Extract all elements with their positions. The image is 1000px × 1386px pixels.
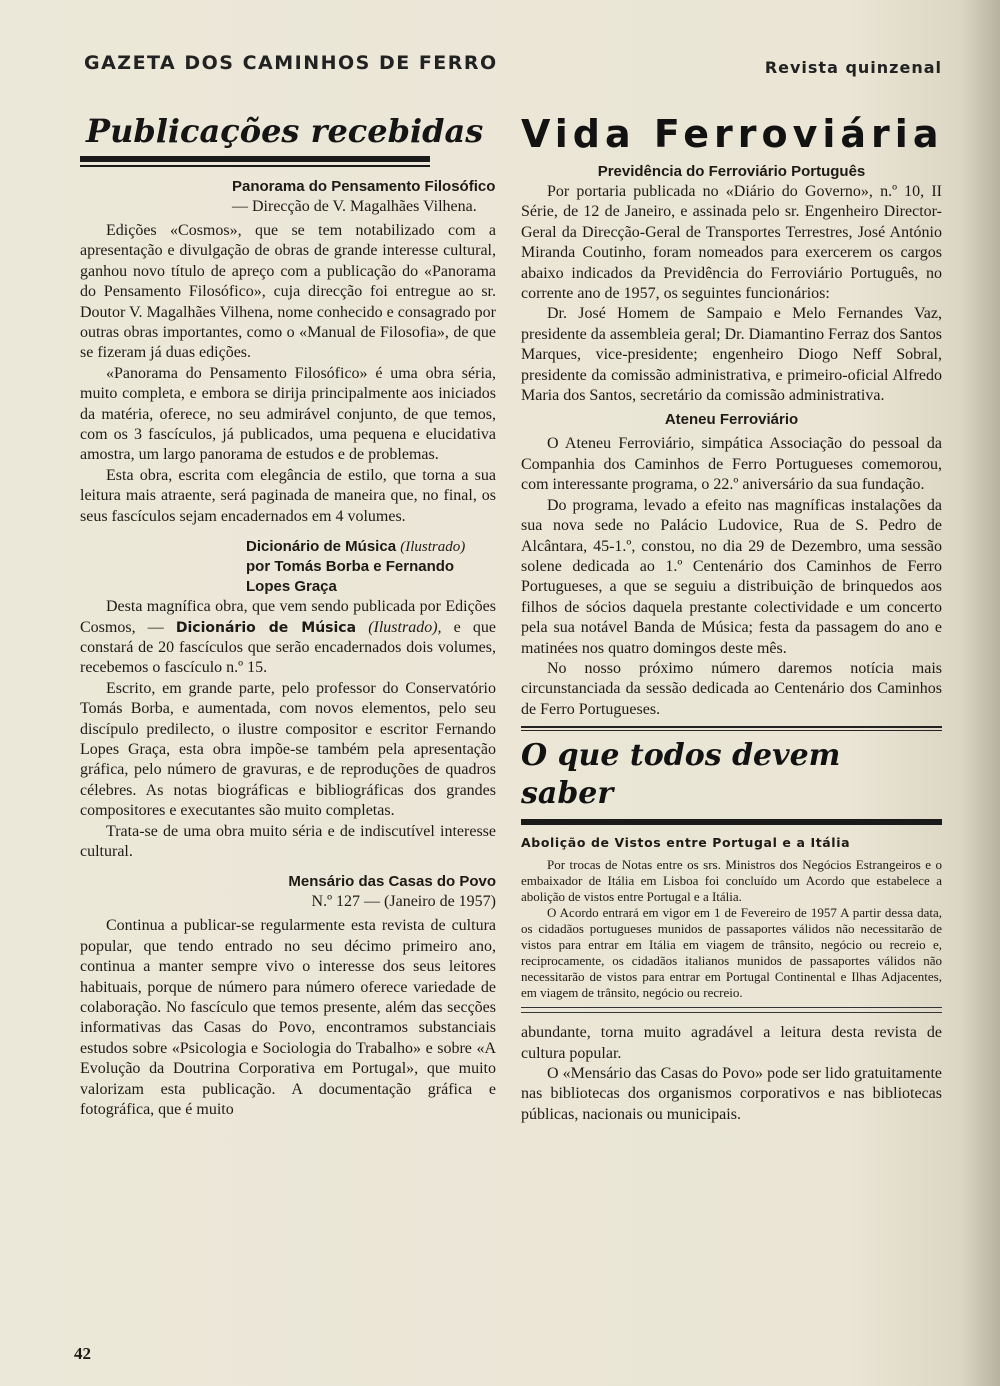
review-subtitle: — Direcção de V. Magalhães Vilhena. bbox=[232, 198, 477, 215]
paragraph: O «Mensário das Casas do Povo» pode ser lido gratuitamente nas bibliotecas dos organismos corporativos e nas bibliotecas públicas, nacionais ou municipais. bbox=[521, 1064, 942, 1123]
paragraph: Dr. José Homem de Sampaio e Melo Fernandes Vaz, presidente da assembleia geral; Dr. Diamantino Ferraz dos Santos Marques, vice-presidente; engenheiro Diogo Neff Sobral, presidente da comissão administrativa, e primeiro-oficial Alfredo Maria dos Santos, secretário da comissão administrativa. bbox=[521, 305, 942, 405]
box-subheading: Abolição de Vistos entre Portugal e a Itália bbox=[521, 835, 851, 851]
review-title: Panorama do Pensamento Filosófico bbox=[232, 178, 496, 195]
paragraph: Edições «Cosmos», que se tem notabilizado com a apresentação e divulgação de obras de grande interesse cultural, ganhou novo título de apreço com a publicação do «Panorama do Pensamento Filosófico», cuja direcção foi entregue ao sr. Doutor V. Magalhães Vilhena, nome conhecido e consagrado por outras obras importantes, como o «Manual de Filosofia», de que se fizeram já duas edições. bbox=[80, 222, 496, 362]
section-title-vida-ferroviaria: Vida Ferroviária bbox=[521, 112, 944, 156]
paragraph: Trata-se de uma obra muito séria e de indiscutível interesse cultural. bbox=[80, 822, 496, 860]
review-title: Mensário das Casas do Povo bbox=[288, 873, 496, 891]
text-run: e que constará de 20 fascículos que serão encadernados dois volumes, recebemos o fascículo n.º 15. bbox=[80, 618, 497, 677]
journal-title: GAZETA DOS CAMINHOS DE FERRO bbox=[84, 52, 498, 74]
paragraph: Do programa, levado a efeito nas magníficas instalações da sua nova sede no Palácio Ludovice, Rua de S. Pedro de Alcântara, 45-1.º, constou, no dia 29 de Dezembro, uma sessão solene dedicada ao 1.º Centenário dos Caminhos de Ferro Portugueses, a que se seguiu a distribuição de brinquedos aos filhos de sócios daquela prestante colectividade e um concerto pela sua notável Banda de Música; festa da passagem do ano e matinées nos quatro domingos deste mês. bbox=[521, 496, 942, 657]
page-number: 42 bbox=[74, 1344, 91, 1363]
paragraph: Continua a publicar-se regularmente esta revista de cultura popular, que tendo entrado no seu décimo primeiro ano, continua a manter sempre vivo o interesse dos seus leitores habituais, porque de número para número oferece variedade de colaboração. No fascículo que temos presente, além das secções informativas das Casas do Povo, encontramos substanciais estudos sobre «Psicologia e Sociologia do Trabalho» e sobre «A Evolução da Doutrina Corporativa em Portugal», que muito valorizam esta publicação. A documentação gráfica e fotográfica, que é muito bbox=[80, 917, 496, 1119]
text-italic: (Ilustrado), bbox=[368, 618, 442, 636]
review-title-line: por Tomás Borba e Fernando bbox=[246, 558, 455, 576]
paragraph: Por trocas de Notas entre os srs. Ministros dos Negócios Estrangeiros e o embaixador de Itália em Lisboa foi concluído um Acordo que estabelece a abolição de vistos entre Portugal e a Itália. bbox=[521, 857, 942, 905]
paragraph: Por portaria publicada no «Diário do Governo», n.º 10, II Série, de 12 de Janeiro, e assinada pelo sr. Engenheiro Director-Geral da Direcção-Geral de Transportes Terrestres, José António Miranda Coutinho, foram nomeados para exercerem os cargos abaixo indicados da Previdência do Ferroviário Português, no corrente ano de 1957, os seguintes funcionários: bbox=[521, 183, 942, 303]
paragraph: abundante, torna muito agradável a leitura desta revista de cultura popular. bbox=[521, 1024, 942, 1062]
review-title-italic: (Ilustrado) bbox=[400, 539, 466, 556]
article-heading: Ateneu Ferroviário bbox=[664, 411, 799, 429]
review-title-line: Lopes Graça bbox=[246, 578, 337, 596]
paragraph: O Acordo entrará em vigor em 1 de Fevereiro de 1957 A partir dessa data, os cidadãos portugueses munidos de passaportes válidos não necessitarão de vistos para entrar em Itália em viagem de trânsito, negócio ou recreio e, reciprocamente, os cidadãos italianos munidos de passaportes válidos não necessitarão de vistos para entrar em Portugal Continental e Ilhas Adjacentes, em viagem de trânsito, negócio ou recreio. bbox=[521, 905, 942, 1001]
article-heading: Previdência do Ferroviário Português bbox=[597, 163, 866, 180]
left-column bbox=[80, 112, 496, 1120]
review-title-text: Dicionário de Música bbox=[246, 538, 397, 556]
review-subtitle: N.º 127 — (Janeiro de 1957) bbox=[311, 893, 496, 911]
section-title-publicacoes: Publicações recebidas bbox=[86, 112, 484, 150]
box-title: O que todos devem saber bbox=[521, 738, 841, 812]
paragraph: No nosso próximo número daremos notícia mais circunstanciada da sessão dedicada ao Centenário dos Caminhos de Ferro Portugueses. bbox=[521, 659, 942, 718]
info-box bbox=[521, 726, 942, 1013]
right-column bbox=[521, 112, 942, 1125]
review-title bbox=[246, 537, 496, 557]
paragraph: Escrito, em grande parte, pelo professor do Conservatório Tomás Borba, e aumentada, com novos elementos, pelo seu discípulo predilecto, o ilustre compositor e escritor Fernando Lopes Graça, esta obra impõe-se também pela apresentação gráfica, pelo número de gravuras, e de reproduções de quadros célebres. As notas biográficas e bibliográficas dos grandes compositores e executantes são muito completas. bbox=[80, 679, 496, 820]
paragraph bbox=[80, 597, 496, 679]
text-bold: Dicionário de Música bbox=[175, 619, 357, 636]
paragraph: O Ateneu Ferroviário, simpática Associação do pessoal da Companhia dos Caminhos de Ferro Portugueses comemorou, com interessante programa, o 22.º aniversário da sua fundação. bbox=[521, 435, 942, 494]
journal-subtitle: Revista quinzenal bbox=[764, 58, 942, 77]
title-rule bbox=[80, 156, 430, 162]
paragraph: «Panorama do Pensamento Filosófico» é uma obra séria, muito completa, e embora se dirija principalmente aos iniciados da matéria, oferece, no seu admirável conjunto, de que temos, com os 3 fascículos, já publicados, uma pequena e elucidativa amostra, um largo panorama de estudos e de problemas. bbox=[80, 364, 496, 464]
text-run: Desta magnífica obra, que vem sendo publicada por Edições Cosmos, — bbox=[80, 598, 496, 636]
paragraph: Esta obra, escrita com elegância de estilo, que torna a sua leitura mais atraente, será paginada de maneira que, no final, os seus fascículos sejam encadernados em 4 volumes. bbox=[80, 466, 496, 525]
